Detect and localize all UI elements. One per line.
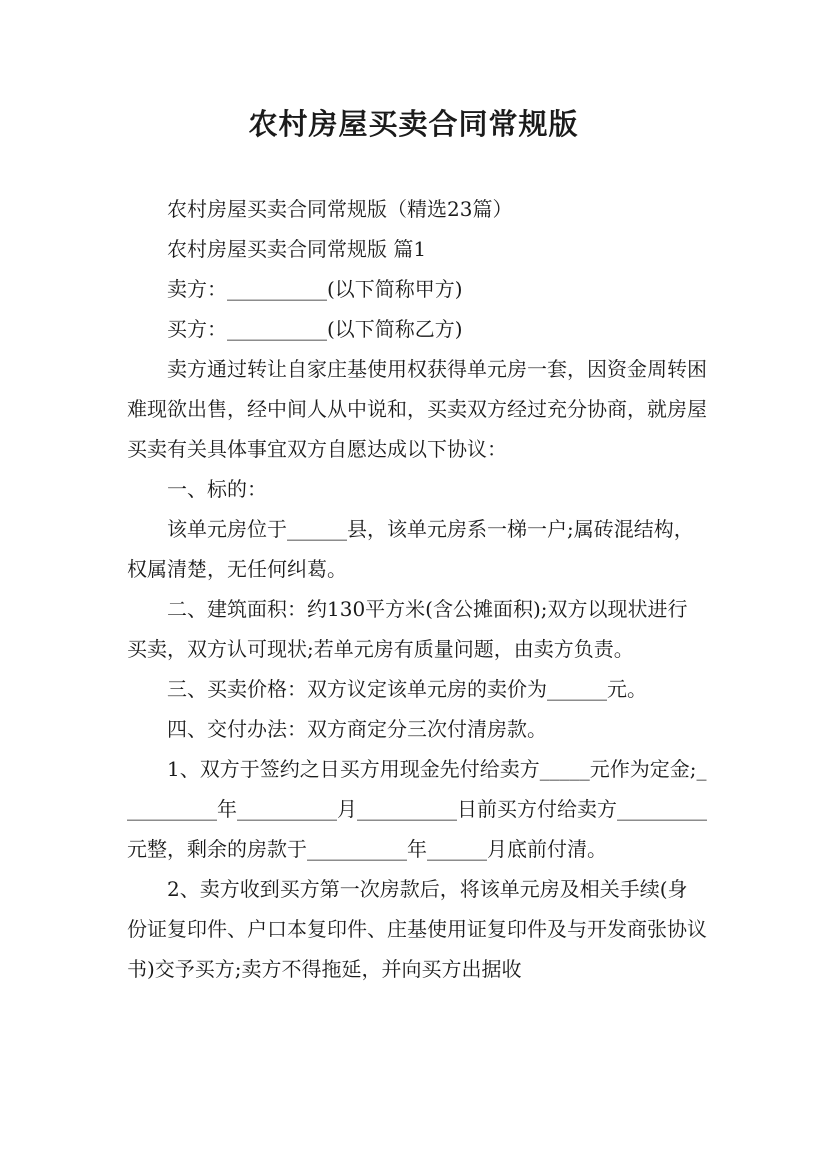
- paragraph-payment-2: 2、卖方收到买方第一次房款后，将该单元房及相关手续(身份证复印件、户口本复印件、庄基使用证复印件及与开发商张协议书)交予买方;卖方不得拖延，并向买方出据收: [127, 877, 707, 981]
- paragraph-buyer: 买方：__________(以下简称乙方): [167, 317, 463, 341]
- paragraph-seller: 卖方：__________(以下简称甲方): [167, 277, 463, 301]
- paragraph-section-3: 三、买卖价格：双方议定该单元房的卖价为______元。: [167, 677, 647, 701]
- paragraph-section-1: 一、标的：: [167, 477, 267, 501]
- paragraph-preamble: 卖方通过转让自家庄基使用权获得单元房一套，因资金周转困难现欲出售，经中间人从中说和，买卖双方经过充分协商，就房屋买卖有关具体事宜双方自愿达成以下协议：: [127, 357, 707, 461]
- document-body: [127, 189, 707, 989]
- paragraph-subtitle: 农村房屋买卖合同常规版（精选23篇）: [167, 197, 513, 221]
- paragraph-location: 该单元房位于______县，该单元房系一梯一户;属砖混结构，权属清楚，无任何纠葛。: [127, 517, 694, 581]
- paragraph-article-heading: 农村房屋买卖合同常规版 篇1: [167, 237, 427, 261]
- paragraph-section-4: 四、交付办法：双方商定分三次付清房款。: [167, 717, 547, 741]
- document-title: 农村房屋买卖合同常规版: [248, 107, 579, 141]
- paragraph-section-2: 二、建筑面积：约130平方米(含公摊面积);双方以现状进行买卖，双方认可现状;若单元房有质量问题，由卖方负责。: [127, 597, 688, 661]
- paragraph-payment-1: 1、双方于签约之日买方用现金先付给卖方_____元作为定金;__________年__________月__________日前买方付给卖方_________元整，剩余的房款于__________年______月底前付清。: [127, 757, 707, 861]
